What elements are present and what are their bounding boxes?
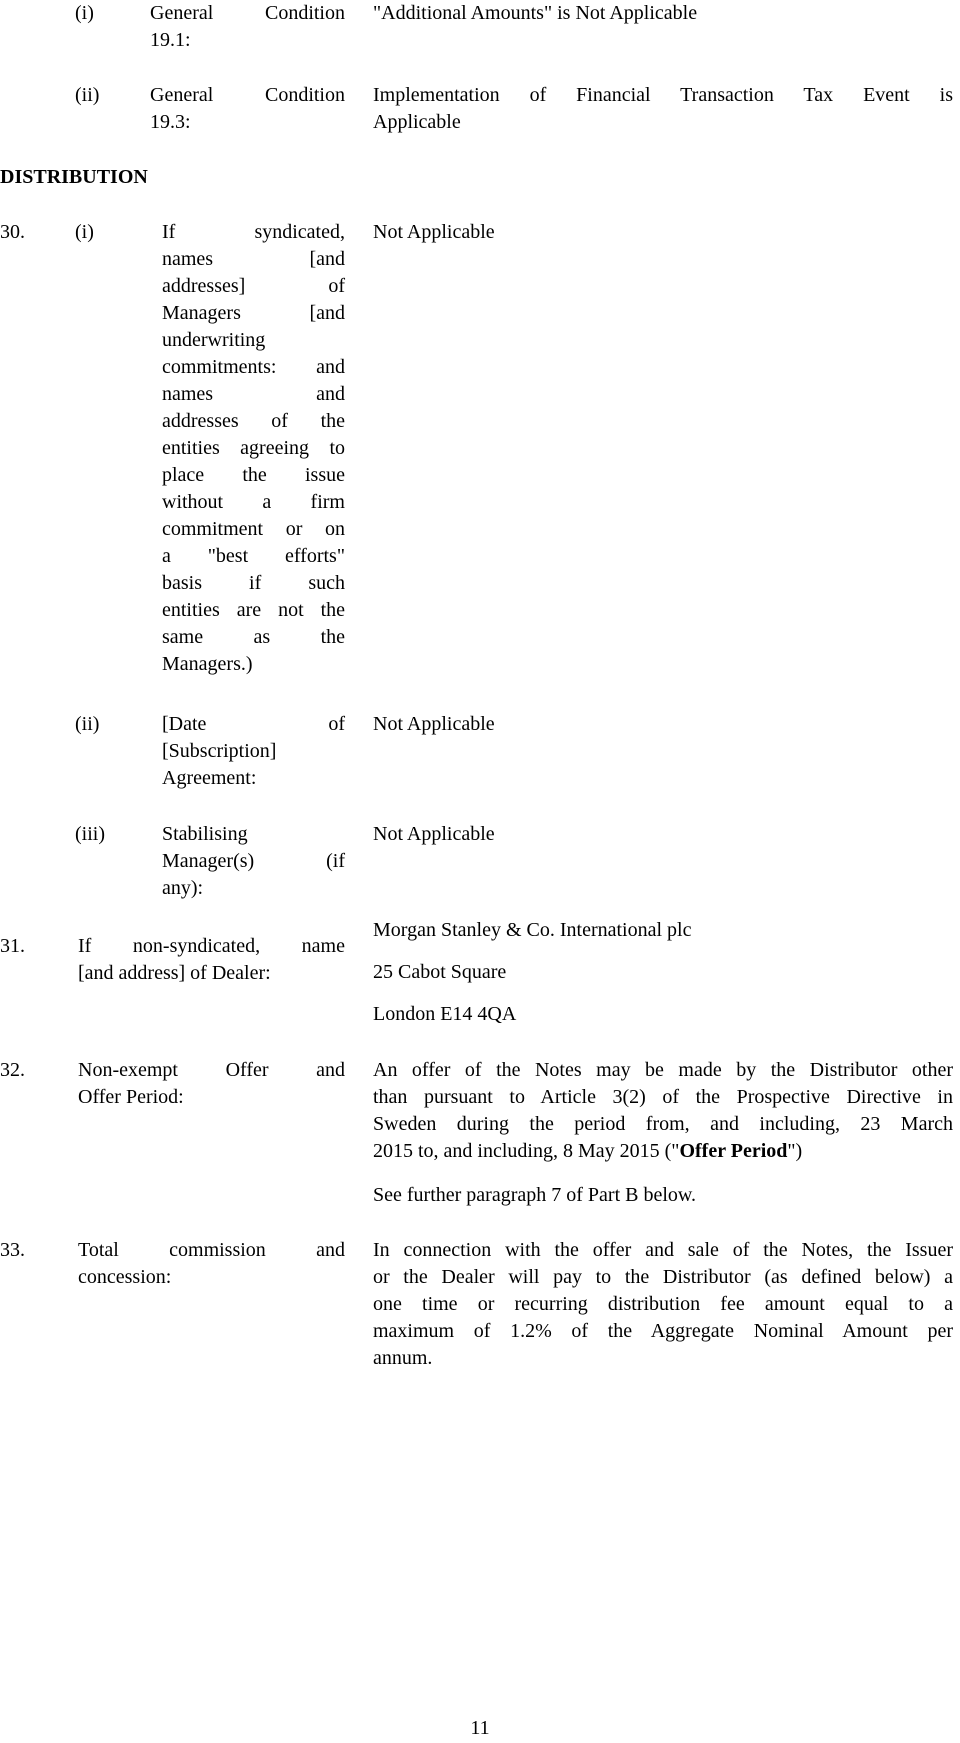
- item-33-number: 33.: [0, 1239, 25, 1261]
- label-line: Agreement:: [162, 767, 257, 789]
- label-line: any):: [162, 877, 204, 899]
- item-31-label-line2: [and address] of Dealer:: [78, 962, 271, 984]
- item-33-value: [373, 1237, 953, 1372]
- row-ii-value-line1: Implementation of Financial Transaction Tax Event is: [373, 84, 953, 106]
- item-30-ii-label: [162, 711, 345, 792]
- item-32-value: [373, 1057, 953, 1165]
- item-30-iii-number: (iii): [75, 823, 105, 845]
- item-31-label-line1: If non-syndicated, name: [78, 935, 345, 957]
- label-line: addresses] of: [162, 275, 345, 297]
- section-heading: DISTRIBUTION: [0, 166, 148, 188]
- item-32-number: 32.: [0, 1059, 25, 1081]
- item-31-number: 31.: [0, 935, 25, 957]
- value-text: 2015 to, and including, 8 May 2015 (": [373, 1140, 680, 1162]
- label-line: names [and: [162, 248, 345, 270]
- label-line: [Date of: [162, 713, 345, 735]
- row-i-label-line2: 19.1:: [150, 29, 191, 51]
- item-32-label-line1: Non-exempt Offer and: [78, 1059, 345, 1081]
- value-text: "): [787, 1140, 803, 1162]
- label-line: names and: [162, 383, 345, 405]
- item-30-iii-value: Not Applicable: [373, 823, 495, 845]
- item-30-iii-label: [162, 821, 345, 902]
- value-line: maximum of 1.2% of the Aggregate Nominal Amount per: [373, 1320, 953, 1342]
- label-line: entities are not the: [162, 599, 345, 621]
- item-30-i-value: Not Applicable: [373, 221, 495, 243]
- row-i-number: (i): [75, 2, 94, 24]
- label-line: Managers [and: [162, 302, 345, 324]
- offer-period-term: Offer Period: [679, 1140, 788, 1162]
- item-30-i-number: (i): [75, 221, 94, 243]
- label-line: without a firm: [162, 491, 345, 513]
- label-line: addresses of the: [162, 410, 345, 432]
- value-line: An offer of the Notes may be made by the Distributor other: [373, 1059, 953, 1081]
- value-line: [373, 1138, 953, 1165]
- label-line: Manager(s) (if: [162, 850, 345, 872]
- value-line: or the Dealer will pay to the Distributor (as defined below) a: [373, 1266, 953, 1288]
- value-line: than pursuant to Article 3(2) of the Prospective Directive in: [373, 1086, 953, 1108]
- item-31-value-line2: 25 Cabot Square: [373, 961, 507, 983]
- page-number: 11: [470, 1717, 490, 1739]
- row-i-label-line1: General Condition: [150, 2, 345, 24]
- row-ii-label-line2: 19.3:: [150, 111, 191, 133]
- label-line: basis if such: [162, 572, 345, 594]
- value-line: Sweden during the period from, and including, 23 March: [373, 1113, 953, 1135]
- item-33-label-line2: concession:: [78, 1266, 172, 1288]
- item-30-number: 30.: [0, 221, 25, 243]
- item-30-i-label: [162, 219, 345, 678]
- value-line: annum.: [373, 1347, 433, 1369]
- item-32-label-line2: Offer Period:: [78, 1086, 184, 1108]
- label-line: underwriting: [162, 329, 266, 351]
- label-line: entities agreeing to: [162, 437, 345, 459]
- item-31-value-line1: Morgan Stanley & Co. International plc: [373, 919, 692, 941]
- item-31-value-line3: London E14 4QA: [373, 1003, 517, 1025]
- label-line: Managers.): [162, 653, 253, 675]
- item-30-ii-number: (ii): [75, 713, 100, 735]
- row-i-value: "Additional Amounts" is Not Applicable: [373, 2, 698, 24]
- row-ii-label-line1: General Condition: [150, 84, 345, 106]
- label-line: commitment or on: [162, 518, 345, 540]
- item-32-further: See further paragraph 7 of Part B below.: [373, 1184, 697, 1206]
- label-line: [Subscription]: [162, 740, 277, 762]
- value-line: In connection with the offer and sale of the Notes, the Issuer: [373, 1239, 953, 1261]
- item-33-label-line1: Total commission and: [78, 1239, 345, 1261]
- row-ii-number: (ii): [75, 84, 100, 106]
- label-line: commitments: and: [162, 356, 345, 378]
- label-line: a "best efforts": [162, 545, 345, 567]
- value-line: one time or recurring distribution fee amount equal to a: [373, 1293, 953, 1315]
- label-line: place the issue: [162, 464, 345, 486]
- item-30-ii-value: Not Applicable: [373, 713, 495, 735]
- row-ii-value-line2: Applicable: [373, 111, 461, 133]
- label-line: Stabilising: [162, 823, 248, 845]
- label-line: same as the: [162, 626, 345, 648]
- label-line: If syndicated,: [162, 221, 345, 243]
